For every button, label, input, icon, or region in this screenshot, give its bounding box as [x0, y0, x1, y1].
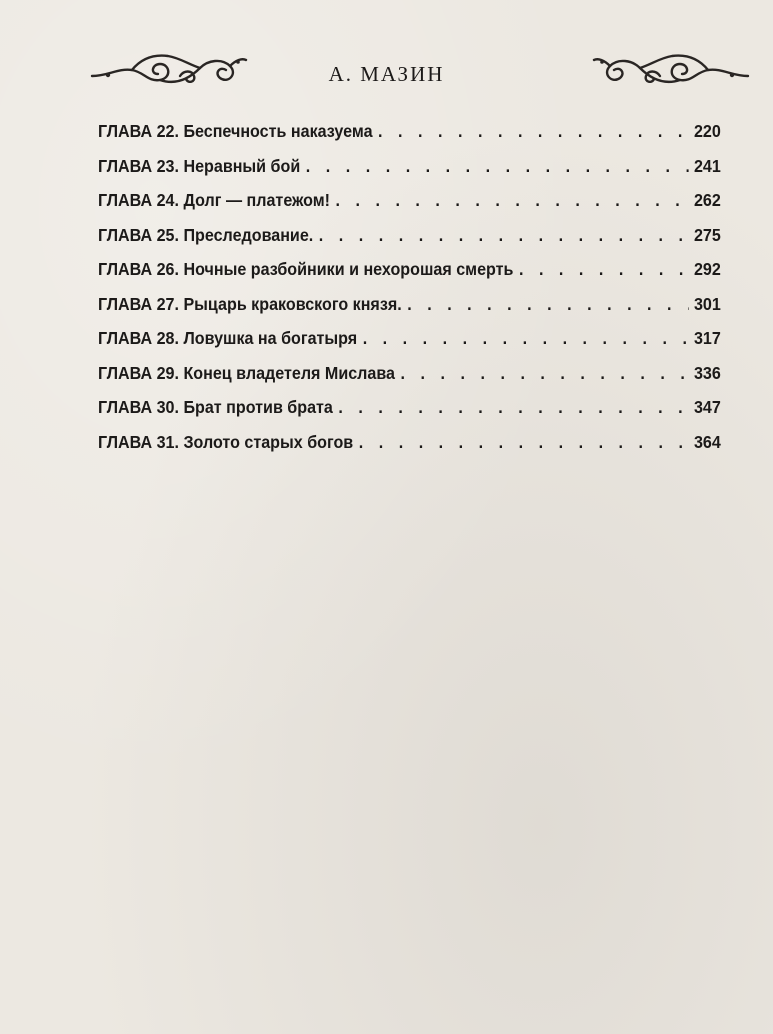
toc-chapter-title: Ночные разбойники и нехорошая смерть: [183, 259, 514, 279]
toc-entry: [98, 390, 721, 425]
toc-page-number: 301: [693, 293, 721, 314]
toc-entry: [98, 356, 721, 391]
toc-chapter-number: ГЛАВА 30.: [98, 397, 179, 417]
toc-entry: [98, 425, 721, 460]
toc-chapter-number: ГЛАВА 29.: [98, 362, 179, 383]
toc-entry-title: [98, 287, 402, 322]
toc-chapter-number: ГЛАВА 23.: [98, 155, 179, 176]
toc-entry-title: [98, 425, 353, 460]
toc-page-number: 262: [693, 190, 721, 210]
toc-leader-dots: [319, 218, 689, 253]
toc-page-number: 364: [693, 431, 721, 452]
toc-entry: [98, 321, 721, 356]
toc-page-number: 336: [693, 362, 721, 383]
toc-chapter-title: Брат против брата: [183, 397, 333, 417]
toc-chapter-title: Конец владетеля Мислава: [183, 362, 396, 383]
toc-chapter-number: ГЛАВА 26.: [98, 259, 179, 279]
toc-chapter-title: Рыцарь краковского князя.: [183, 293, 402, 314]
toc-leader-dots: [401, 356, 689, 391]
toc-entry-title: [98, 252, 513, 287]
toc-chapter-number: ГЛАВА 28.: [98, 328, 179, 348]
toc-entry: [98, 287, 721, 322]
toc-chapter-title: Беспечность наказуема: [183, 121, 373, 141]
running-header: [0, 46, 773, 96]
toc-chapter-number: ГЛАВА 27.: [98, 293, 179, 314]
toc-chapter-number: ГЛАВА 22.: [98, 121, 179, 141]
toc-chapter-number: ГЛАВА 25.: [98, 224, 179, 245]
toc-entry-title: [98, 356, 395, 391]
bleed-through-background: [100, 430, 720, 1030]
toc-leader-dots: [306, 149, 689, 184]
toc-entry-title: [98, 183, 330, 218]
toc-chapter-title: Золото старых богов: [183, 431, 354, 452]
right-flourish-icon: [592, 46, 752, 90]
author-name: А. МАЗИН: [328, 62, 445, 86]
toc-leader-dots: [378, 114, 688, 149]
toc-entry-title: [98, 321, 357, 356]
toc-page-number: 317: [693, 328, 721, 348]
toc-leader-dots: [519, 252, 688, 287]
toc-chapter-title: Долг — платежом!: [183, 190, 330, 210]
table-of-contents: [98, 114, 721, 459]
toc-chapter-title: Неравный бой: [183, 155, 301, 176]
toc-page-number: 275: [693, 224, 721, 245]
toc-entry-title: [98, 218, 313, 253]
toc-entry: [98, 114, 721, 149]
toc-page-number: 292: [693, 259, 721, 279]
toc-chapter-number: ГЛАВА 24.: [98, 190, 179, 210]
toc-entry-title: [98, 390, 333, 425]
toc-leader-dots: [363, 321, 689, 356]
toc-entry-title: [98, 114, 373, 149]
toc-page-number: 220: [693, 121, 721, 141]
toc-leader-dots: [407, 287, 688, 322]
toc-entry: [98, 252, 721, 287]
toc-chapter-title: Ловушка на богатыря: [183, 328, 358, 348]
toc-page-number: 241: [693, 155, 721, 176]
toc-entry: [98, 183, 721, 218]
toc-chapter-title: Преследование.: [183, 224, 314, 245]
toc-leader-dots: [335, 183, 688, 218]
toc-entry: [98, 218, 721, 253]
toc-entry: [98, 149, 721, 184]
toc-leader-dots: [338, 390, 688, 425]
toc-entry-title: [98, 149, 300, 184]
toc-leader-dots: [359, 425, 689, 460]
toc-page-number: 347: [693, 397, 721, 417]
toc-chapter-number: ГЛАВА 31.: [98, 431, 179, 452]
